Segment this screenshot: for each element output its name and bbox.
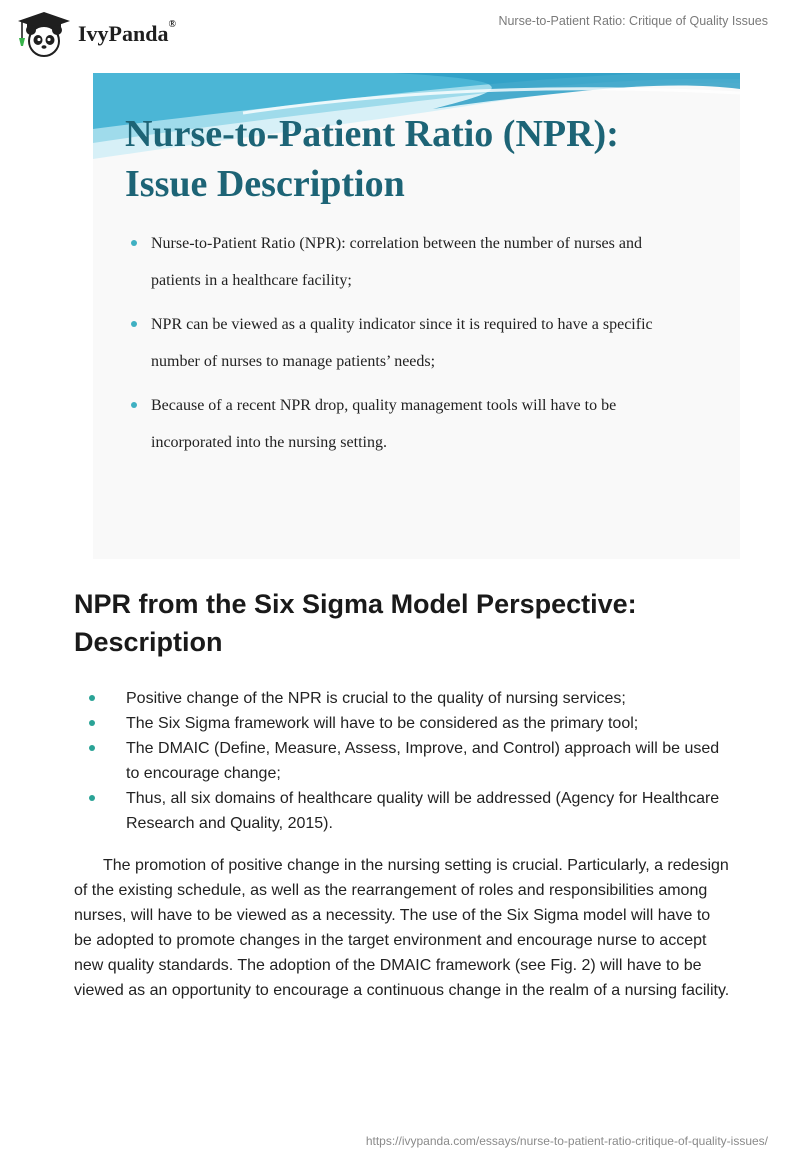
list-item-text: Positive change of the NPR is crucial to the quality of nursing services; <box>126 690 626 707</box>
section-bullet-list <box>74 686 734 836</box>
slide-bullet-text: number of nurses to manage patients’ needs; <box>151 353 436 370</box>
slide-bullet-text: patients in a healthcare facility; <box>151 272 352 289</box>
slide-bullet <box>125 225 725 299</box>
page-header <box>0 0 800 70</box>
slide-bullet-text: Nurse-to-Patient Ratio (NPR): correlation between the number of nurses and <box>151 235 642 252</box>
slide-bullet <box>125 387 725 461</box>
list-item <box>74 711 734 736</box>
list-item-text: Thus, all six domains of healthcare quality will be addressed (Agency for Healthcare Research and Quality, 2015). <box>126 790 720 832</box>
slide-bullet-text: Because of a recent NPR drop, quality management tools will have to be <box>151 397 617 414</box>
bullet-dot-icon <box>89 795 95 801</box>
slide-bullet-text: incorporated into the nursing setting. <box>151 434 387 451</box>
panda-logo-icon[interactable] <box>14 10 74 58</box>
bullet-dot-icon <box>131 321 137 327</box>
source-url-link[interactable]: https://ivypanda.com/essays/nurse-to-patient-ratio-critique-of-quality-issues/ <box>365 1134 768 1148</box>
bullet-dot-icon <box>131 240 137 246</box>
slide-title <box>125 109 619 209</box>
document-title: Nurse-to-Patient Ratio: Critique of Quality Issues <box>498 14 768 28</box>
bullet-dot-icon <box>89 745 95 751</box>
body-paragraph: The promotion of positive change in the nursing setting is crucial. Particularly, a redesign of the existing schedule, as well as the rearrangement of roles and responsibilities among nurses, will have to be viewed as a necessity. The use of the Six Sigma model will have to be adopted to promote changes in the target environment and encourage nurse to accept new quality standards. The adoption of the DMAIC framework (see Fig. 2) will have to be viewed as an opportunity to encourage a continuous change in the realm of a nursing facility. <box>74 857 730 999</box>
slide-bullet <box>125 306 725 380</box>
list-item-text: The DMAIC (Define, Measure, Assess, Improve, and Control) approach will be used to encourage change; <box>126 740 720 782</box>
list-item <box>74 786 734 836</box>
section-heading-line-2: Description <box>74 627 223 657</box>
section-heading-line-1: NPR from the Six Sigma Model Perspective: <box>74 589 637 619</box>
list-item <box>74 736 734 786</box>
slide-title-line-1: Nurse-to-Patient Ratio (NPR): <box>125 113 619 155</box>
list-item-text: The Six Sigma framework will have to be considered as the primary tool; <box>126 715 639 732</box>
bullet-dot-icon <box>89 695 95 701</box>
brand-label: IvyPanda <box>78 21 169 46</box>
bullet-dot-icon <box>89 720 95 726</box>
slide-image <box>93 73 740 559</box>
registered-mark: ® <box>168 18 176 30</box>
slide-bullet-list <box>125 225 725 468</box>
slide-title-line-2: Issue Description <box>125 163 405 205</box>
bullet-dot-icon <box>131 402 137 408</box>
list-item <box>74 686 734 711</box>
slide-bullet-text: NPR can be viewed as a quality indicator since it is required to have a specific <box>151 316 653 333</box>
brand-name[interactable] <box>78 18 176 47</box>
section-heading <box>74 585 754 661</box>
